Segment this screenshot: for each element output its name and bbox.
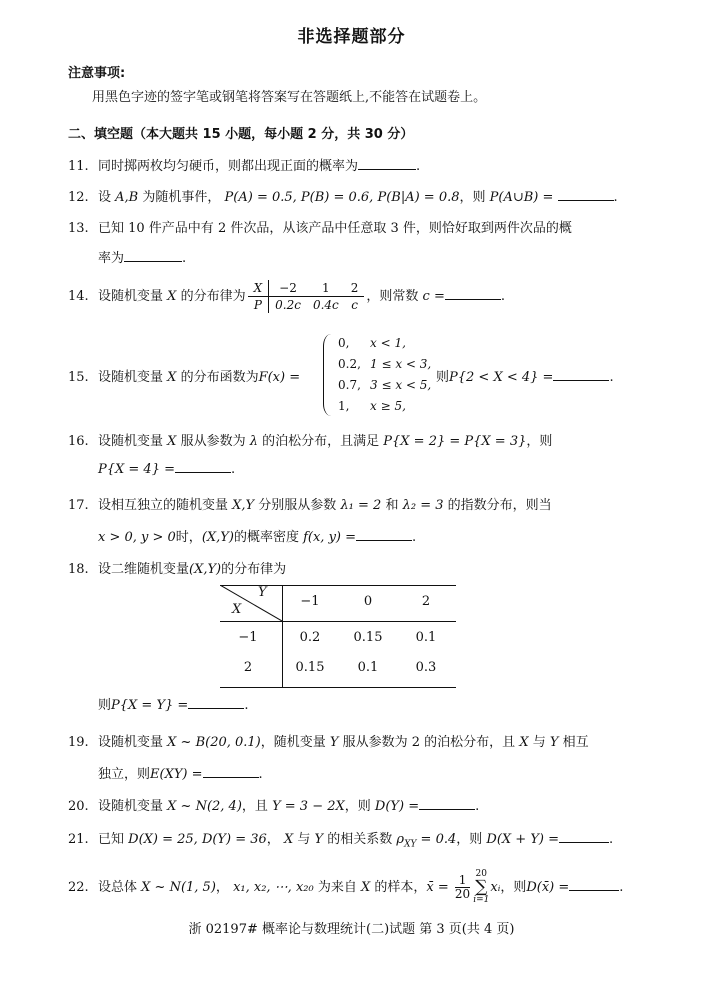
summation: 20 ∑ i=1 (473, 869, 490, 905)
piecewise-brace (323, 334, 332, 416)
table-cell: 0.15 (353, 630, 383, 645)
question-16-cont: P{X = 4} = . (98, 462, 236, 477)
table-cell: 0.3 (415, 660, 437, 675)
answer-blank (175, 471, 231, 473)
answer-blank (124, 260, 182, 262)
question-15-ask: 则P{2 < X < 4} = . (436, 370, 614, 385)
question-13-cont: 率为 . (98, 251, 187, 266)
question-21: 21. 已知 D(X) = 25, D(Y) = 36， X 与 Y 的相关系数 $\rho_{XY} = 0.4$，则 D(X + Y) = . (68, 832, 614, 850)
question-11: 11. 同时掷两枚均匀硬币，则都出现正面的概率为 . (68, 159, 421, 174)
question-17-cont: x > 0, y > 0时，(X,Y)的概率密度 f(x, y) = . (98, 530, 417, 545)
notice-heading: 注意事项: (68, 66, 126, 81)
answer-blank (445, 298, 501, 300)
section-heading: 二、填空题（本大题共 15 小题，每小题 2 分，共 30 分） (68, 127, 414, 142)
table-top-rule (220, 585, 456, 586)
question-13: 13. 已知 10 件产品中有 2 件次品，从该产品中任意取 3 件，则恰好取到两件次品的概 (68, 221, 572, 236)
col-header: −1 (300, 594, 320, 609)
table-bottom-rule (220, 687, 456, 688)
exam-page: 非选择题部分 注意事项: 用黑色字迹的签字笔或钢笔将答案写在答题纸上,不能答在试题卷上。 二、填空题（本大题共 15 小题，每小题 2 分，共 30 分） 11. 同时掷两枚均匀硬币，则都出现正面的概率为 . 12. 设 A,B 为随机事件， P(A) = 0.5, P(B) = 0.6, P(B|A) = 0.8，则 P(A∪B) = . 13. 已知 10 件产品中有 2 件次品，从该产品中任意取 3 件，则恰好取到两件次品的概 率为 . 14. 设随机变量 X 的分布律为X −2 1 2 P 0.2c 0.4c c，则常数 c = . 15. 设随机变量 X 的分布函数为F(x) = 0, x < 1, 0.2, 1 ≤ x < 3, 0.7, 3 ≤ x < 5, 1, x ≥ 5, 则P{2 < X < 4} = . 16. 设随机变量 X 服从参数为 λ 的泊松分布，且满足 P{X = 2} = P{X = 3}，则 P{X = 4} = . 17. 设相互独立的随机变量 X,Y 分别服从参数 λ₁ = 2 和 λ₂ = 3 的指数分布，则当 x > 0, y > 0时，(X,Y)的概率密度 f(x, y) = . 18. 设二维随机变量(X,Y)的分布律为 Y X −1 0 2 −1 0.2 0.15 0.1 2 0.15 0.1 0.3 则P{X = Y} = . 19. 设随机变量 X ~ B(20, 0.1)，随机变量 Y 服从参数为 2 的泊松分布，且 X 与 Y 相互 独立，则E(XY) = . 20. 设随机变量 X ~ N(2, 4)，且 Y = 3 − 2X，则 D(Y) = . 21. 已知 D(X) = 25, D(Y) = 36， X 与 Y 的相关系数 $\rho_{XY} = 0.4$，则 D(X + Y) = . 22. 设总体 X ~ N(1, 5)， x₁, x₂, ⋯, x₂₀ 为来自 X 的样本，x̄ = $\frac{1}{20}$ 20 ∑ i=1 xᵢ，则D(x̄) = . 浙 02197# 概率论与数理统计(二)试题 第 3 页(共 4 页) (0, 0, 703, 987)
answer-blank (558, 199, 614, 201)
page-footer: 浙 02197# 概率论与数理统计(二)试题 第 3 页(共 4 页) (188, 922, 515, 937)
fraction: $\frac{1}{20}$ (454, 873, 471, 901)
distribution-table: X −2 1 2 P 0.2c 0.4c c (248, 280, 365, 313)
question-16: 16. 设随机变量 X 服从参数为 λ 的泊松分布，且满足 P{X = 2} = P{X = 3}，则 (68, 434, 553, 449)
answer-blank (188, 707, 244, 709)
question-18: 18. 设二维随机变量(X,Y)的分布律为 (68, 562, 287, 577)
table-cell: 0.2 (299, 630, 321, 645)
answer-blank (419, 808, 475, 810)
question-17: 17. 设相互独立的随机变量 X,Y 分别服从参数 λ₁ = 2 和 λ₂ = 3 的指数分布，则当 (68, 498, 552, 513)
table-mid-rule (220, 621, 456, 622)
table-cell: 0.1 (357, 660, 379, 675)
row-header: −1 (238, 630, 258, 645)
answer-blank (356, 539, 412, 541)
question-19: 19. 设随机变量 X ~ B(20, 0.1)，随机变量 Y 服从参数为 2 的泊松分布，且 X 与 Y 相互 (68, 735, 589, 750)
table-diagonal (220, 585, 282, 621)
question-15: 15. 设随机变量 X 的分布函数为F(x) = (68, 370, 301, 385)
col-header: 2 (421, 594, 431, 609)
notice-body: 用黑色字迹的签字笔或钢笔将答案写在答题纸上,不能答在试题卷上。 (92, 90, 487, 105)
question-20: 20. 设随机变量 X ~ N(2, 4)，且 Y = 3 − 2X，则 D(Y) = . (68, 799, 480, 814)
col-header: 0 (363, 594, 373, 609)
answer-blank (358, 168, 416, 170)
answer-blank (559, 841, 609, 843)
answer-blank (569, 889, 619, 891)
answer-blank (203, 776, 259, 778)
question-18-ask: 则P{X = Y} = . (98, 698, 249, 713)
question-19-cont: 独立，则E(XY) = . (98, 767, 263, 782)
row-header: 2 (243, 660, 253, 675)
row-var-label: X (232, 602, 242, 617)
question-22: 22. 设总体 X ~ N(1, 5)， x₁, x₂, ⋯, x₂₀ 为来自 X 的样本，x̄ = $\frac{1}{20}$ 20 ∑ i=1 xᵢ，则D(x̄) = . (68, 869, 624, 905)
question-14: 14. 设随机变量 X 的分布律为X −2 1 2 P 0.2c 0.4c c，则常数 c = . (68, 281, 505, 312)
table-cell: 0.15 (295, 660, 325, 675)
answer-blank (553, 379, 609, 381)
page-title: 非选择题部分 (297, 27, 406, 47)
table-cell: 0.1 (415, 630, 437, 645)
joint-distribution-table (220, 585, 456, 687)
col-var-label: Y (258, 585, 267, 600)
question-12: 12. 设 A,B 为随机事件， P(A) = 0.5, P(B) = 0.6, P(B|A) = 0.8，则 P(A∪B) = . (68, 190, 618, 205)
